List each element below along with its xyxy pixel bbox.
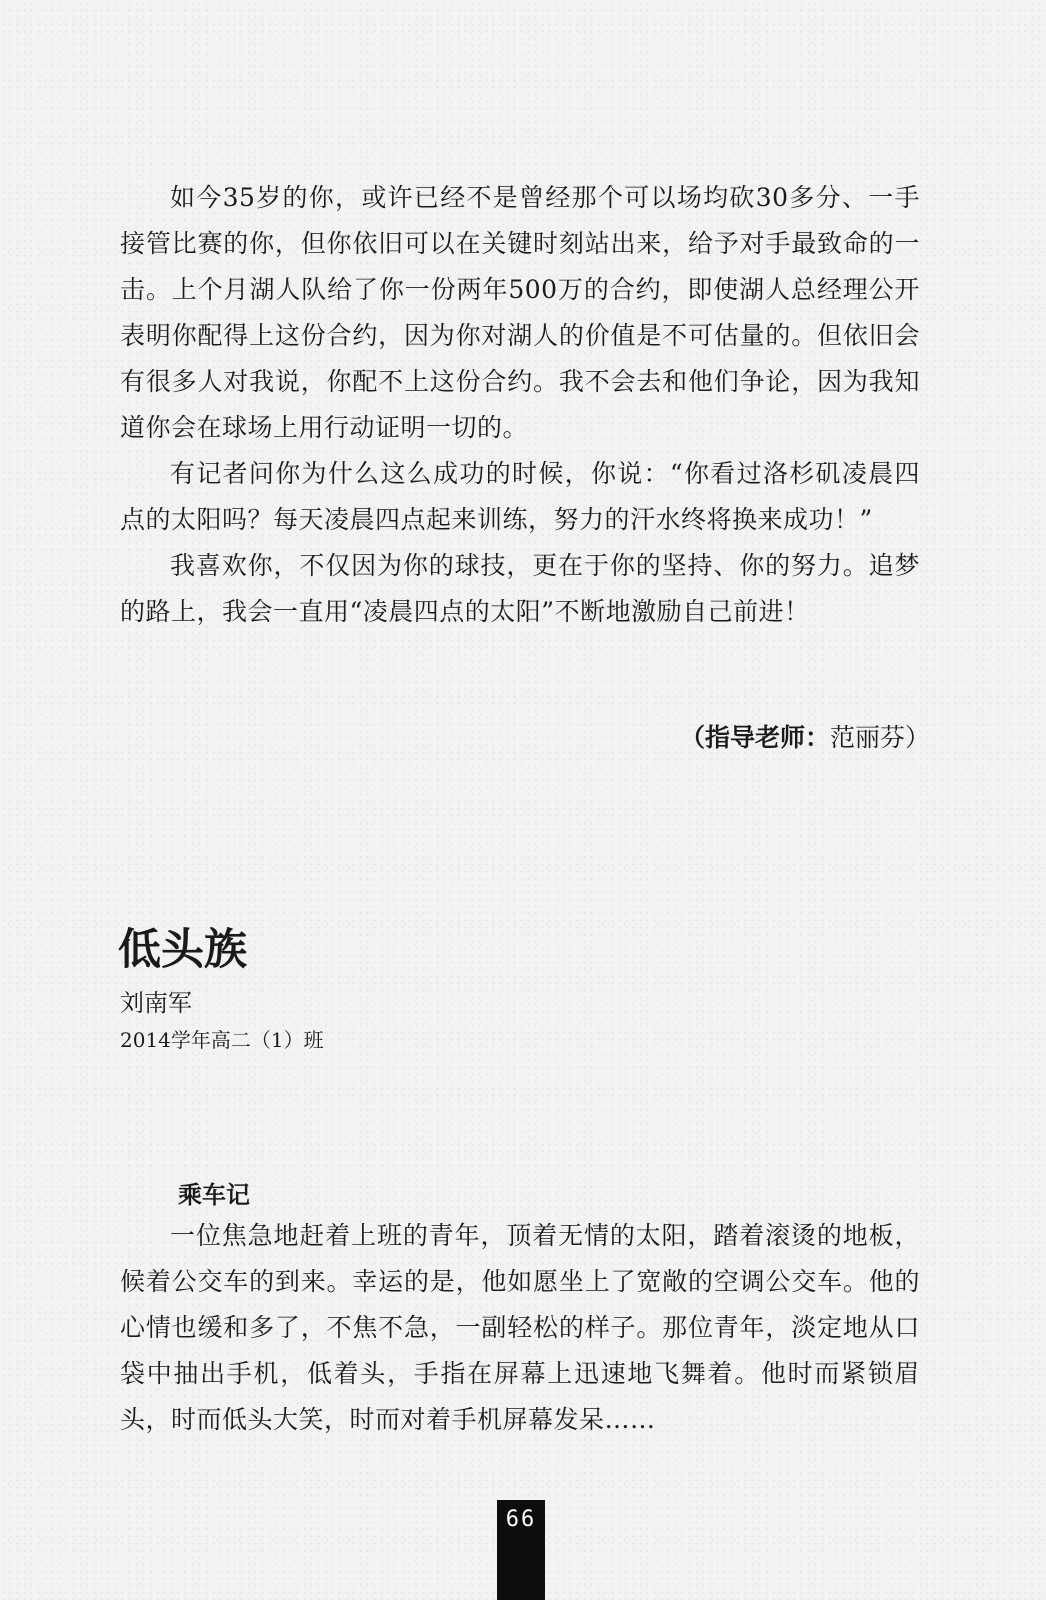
paragraph: 如今35岁的你，或许已经不是曾经那个可以场均砍30多分、一手接管比赛的你，但你依旧可以在关键时刻站出来，给予对手最致命的一击。上个月湖人队给了你一份两年500万的合约，即使湖人总经理公开表明你配得上这份合约，因为你对湖人的价值是不可估量的。但依旧会有很多人对我说，你配不上这份合约。我不会去和他们争论，因为我知道你会在球场上用行动证明一切的。 [120, 183, 920, 442]
advisor-signoff [680, 718, 930, 758]
article-body [120, 1213, 920, 1443]
article-class-info: 2014学年高二（1）班 [120, 1028, 324, 1052]
advisor-name: 范丽芬） [829, 723, 930, 752]
article-author: 刘南军 [120, 989, 192, 1017]
paragraph: 我喜欢你，不仅因为你的球技，更在于你的坚持、你的努力。追梦的路上，我会一直用“凌晨四点的太阳”不断地激励自己前进！ [120, 551, 920, 626]
page-number: 66 [497, 1500, 545, 1600]
paragraph: 有记者问你为什么这么成功的时候，你说：“你看过洛杉矶凌晨四点的太阳吗？每天凌晨四点起来训练，努力的汗水终将换来成功！” [120, 459, 920, 534]
paragraph: 一位焦急地赶着上班的青年，顶着无情的太阳，踏着滚烫的地板，候着公交车的到来。幸运的是，他如愿坐上了宽敞的空调公交车。他的心情也缓和多了，不焦不急，一副轻松的样子。那位青年，淡定地从口袋中抽出手机，低着头，手指在屏幕上迅速地飞舞着。他时而紧锁眉头，时而低头大笑，时而对着手机屏幕发呆…… [120, 1221, 920, 1434]
previous-article-body [120, 175, 920, 635]
section-heading: 乘车记 [178, 1181, 250, 1209]
article-title: 低头族 [118, 925, 247, 975]
advisor-label: （指导老师： [679, 723, 830, 752]
